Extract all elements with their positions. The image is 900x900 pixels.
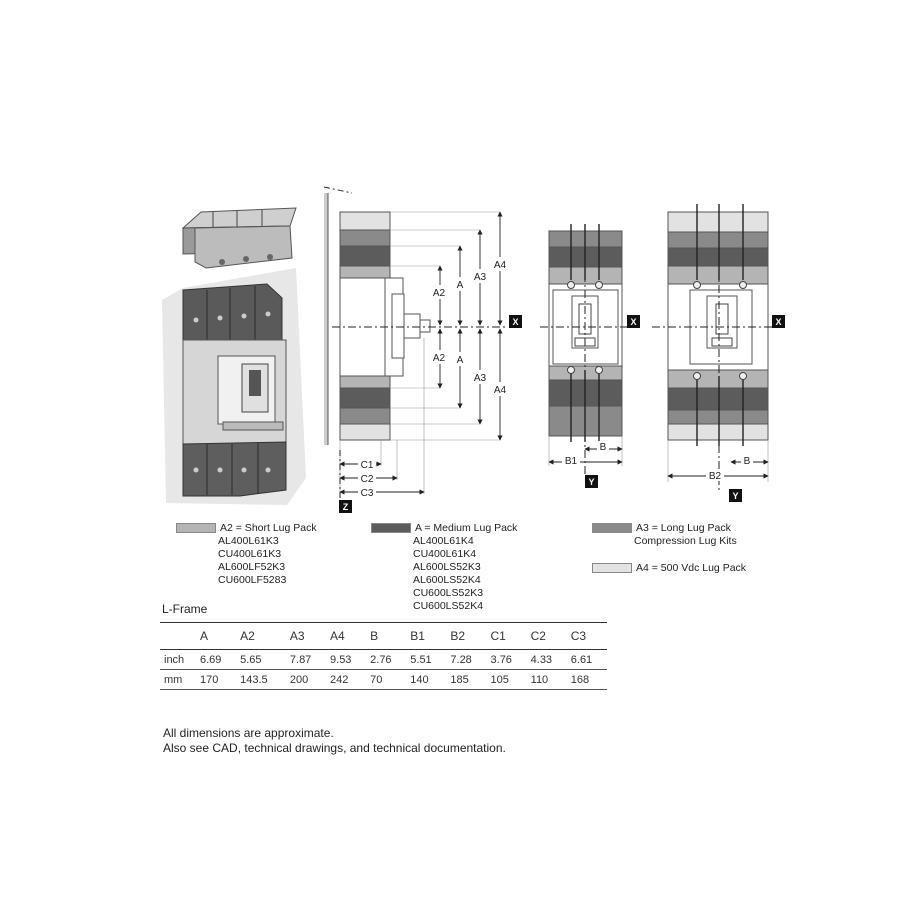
table-cell: 170	[196, 670, 236, 690]
dim-b-short: B	[599, 442, 607, 453]
table-header-row	[160, 623, 607, 650]
table-cell: 7.28	[446, 650, 486, 670]
legend-long-lug	[592, 522, 737, 548]
part-number: CU600LF5283	[218, 574, 287, 586]
dim-b1: B1	[564, 456, 578, 467]
table-cell: 185	[446, 670, 486, 690]
dim-b2: B2	[708, 471, 722, 482]
front-view-long	[652, 204, 785, 502]
table-header: A3	[286, 623, 326, 650]
part-number: CU600LS52K3	[413, 587, 484, 599]
y-axis-label-short: Y	[588, 477, 595, 487]
table-cell: 110	[527, 670, 567, 690]
table-cell: 242	[326, 670, 366, 690]
table-cell: inch	[160, 650, 196, 670]
front-view-short	[540, 224, 640, 488]
table-cell: 200	[286, 670, 326, 690]
table-header: A	[196, 623, 236, 650]
dim-b-long: B	[743, 456, 751, 467]
dim-a-lower: A	[456, 355, 464, 366]
table-cell: 70	[366, 670, 406, 690]
dim-a4-upper: A4	[493, 260, 507, 271]
side-view	[324, 187, 522, 513]
x-axis-label-front-long: X	[775, 317, 782, 327]
dim-a3-upper: A3	[473, 272, 487, 283]
isometric-view	[162, 208, 306, 505]
swatch-short-lug	[176, 523, 216, 533]
dim-a2-lower: A2	[432, 353, 446, 364]
swatch-medium-lug	[371, 523, 411, 533]
dimension-table	[160, 622, 607, 690]
table-row	[160, 650, 607, 670]
dim-c1: C1	[360, 460, 374, 471]
part-number: AL600LS52K4	[413, 574, 481, 586]
table-cell: 7.87	[286, 650, 326, 670]
z-axis-label: Z	[342, 502, 349, 512]
table-cell: 105	[487, 670, 527, 690]
legend-long-sub: Compression Lug Kits	[634, 535, 737, 547]
legend-medium-label: A = Medium Lug Pack	[415, 522, 518, 534]
table-header: C3	[567, 623, 607, 650]
x-axis-label-front-short: X	[630, 317, 637, 327]
x-axis-label-side: X	[512, 317, 519, 327]
note-line: Also see CAD, technical drawings, and technical documentation.	[163, 741, 506, 755]
swatch-long-lug	[592, 523, 632, 533]
part-number: AL600LS52K3	[413, 561, 481, 573]
legend-vdc-lug	[592, 562, 746, 575]
lug-cover	[183, 208, 296, 268]
table-header: A2	[236, 623, 286, 650]
part-number: AL400L61K4	[413, 535, 474, 547]
table-cell: 168	[567, 670, 607, 690]
swatch-vdc-lug	[592, 563, 632, 573]
frame-title: L-Frame	[162, 602, 208, 616]
table-header: B2	[446, 623, 486, 650]
dim-a3-lower: A3	[473, 373, 487, 384]
table-header	[160, 623, 196, 650]
table-cell: mm	[160, 670, 196, 690]
legend-vdc-label: A4 = 500 Vdc Lug Pack	[636, 562, 747, 574]
part-number: AL600LF52K3	[218, 561, 286, 573]
legend-medium-lug	[371, 522, 517, 613]
dim-c2: C2	[360, 474, 374, 485]
table-header: B	[366, 623, 406, 650]
part-number: CU400L61K4	[413, 548, 477, 560]
legend-short-lug	[176, 522, 317, 587]
notes	[163, 726, 506, 756]
part-number: CU400L61K3	[218, 548, 282, 560]
table-header: C1	[487, 623, 527, 650]
table-header: C2	[527, 623, 567, 650]
table-cell: 6.69	[196, 650, 236, 670]
table-cell: 143.5	[236, 670, 286, 690]
table-cell: 2.76	[366, 650, 406, 670]
table-cell: 6.61	[567, 650, 607, 670]
table-header: A4	[326, 623, 366, 650]
dim-a4-lower: A4	[493, 385, 507, 396]
table-header: B1	[406, 623, 446, 650]
table-cell: 9.53	[326, 650, 366, 670]
part-number: CU600LS52K4	[413, 600, 484, 612]
z-axis-line	[324, 187, 352, 193]
table-cell: 5.65	[236, 650, 286, 670]
table-cell: 5.51	[406, 650, 446, 670]
dim-c3: C3	[360, 488, 374, 499]
dim-a-upper: A	[456, 280, 464, 291]
note-line: All dimensions are approximate.	[163, 726, 334, 740]
legend-short-label: A2 = Short Lug Pack	[220, 522, 317, 534]
dim-a2-upper: A2	[432, 288, 446, 299]
table-cell: 4.33	[527, 650, 567, 670]
table-cell: 3.76	[487, 650, 527, 670]
legend-long-label: A3 = Long Lug Pack	[636, 522, 731, 534]
y-axis-label-long: Y	[732, 491, 739, 501]
table-cell: 140	[406, 670, 446, 690]
table-row	[160, 670, 607, 690]
part-number: AL400L61K3	[218, 535, 279, 547]
breaker-body	[183, 284, 286, 496]
